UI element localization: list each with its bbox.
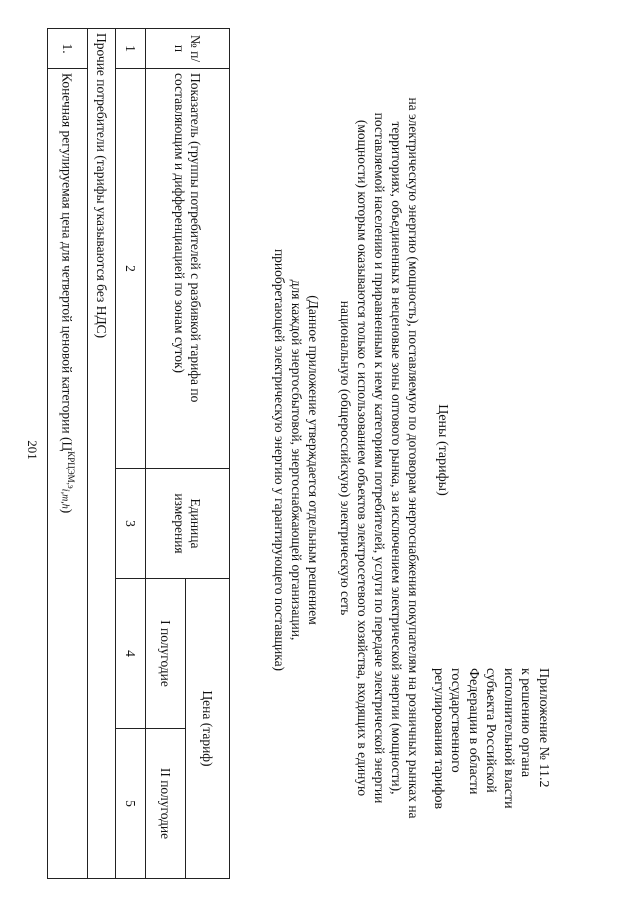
tariff-table	[47, 28, 230, 879]
lead-line: национальную (общероссийскую) электрическую сеть	[338, 300, 353, 616]
table-colnum-row	[116, 29, 146, 879]
colnum-cell: 2	[116, 69, 146, 469]
colnum-cell: 4	[116, 579, 146, 729]
row-text: Конечная регулируемая цена для четвертой ценовой категории (Ц	[59, 73, 75, 452]
section-cell: Прочие потребители (тарифы указываются без НДС)	[88, 29, 116, 879]
row-close: )	[59, 508, 75, 514]
header-half2: II полугодие	[146, 729, 186, 879]
header-half1: I полугодие	[146, 579, 186, 729]
table-section-row	[88, 29, 116, 879]
lead-line: поставляемой населению и приравненным к нему категориям потребителей, услуги по передаче электрической энергии	[372, 112, 387, 804]
note-line: приобретающей электрическую энергию у гарантирующего поставщика)	[272, 248, 287, 672]
colnum-cell: 3	[116, 469, 146, 579]
appendix-line: субъекта Российской	[483, 668, 499, 793]
row-sup: КРЦЭМ,э	[65, 451, 76, 489]
document-title: Цены (тарифы)	[435, 404, 450, 496]
colnum-cell: 5	[116, 729, 146, 879]
document-lead	[337, 40, 422, 876]
appendix-line: регулирования тарифов	[431, 668, 446, 810]
note-line: (Данное приложение утверждается отдельным решением	[306, 295, 321, 625]
header-price: Цена (тариф)	[186, 579, 230, 879]
page-number: 201	[25, 440, 40, 460]
tariff-table-wrap	[47, 28, 230, 879]
table-header-row	[186, 29, 230, 879]
row-text-cell	[48, 69, 88, 879]
header-unit: Единица измерения	[146, 469, 230, 579]
lead-line: (мощности) которым оказываются только с использованием объектов электросетевого хозяйства, входящих в единую	[355, 119, 370, 797]
lead-line: на электрическую энергию (мощность), поставляемую по договорам энергоснабжения покупателям на розничных рынках на	[406, 97, 421, 819]
document-note	[271, 60, 322, 860]
colnum-cell: 1	[116, 29, 146, 69]
appendix-line: Федерации в области	[466, 668, 481, 795]
row-num-cell: 1.	[48, 29, 88, 69]
appendix-line: к решению органа	[518, 668, 534, 778]
row-sub: i,m,h	[59, 488, 71, 509]
appendix-line: исполнительной власти	[501, 668, 516, 809]
header-indicator: Показатель (группы потребителей с разбивкой тарифа по составляющим и дифференциацией по зонам суток)	[146, 69, 230, 469]
appendix-line: Приложение № 11.2	[536, 668, 551, 788]
appendix-line: государственного	[448, 668, 464, 773]
lead-line: территориях, объединенных в неценовые зоны оптового рынка, за исключением электрической энергии (мощности),	[389, 121, 404, 795]
note-line: для каждой энергосбытовой, энергоснабжающей организации,	[289, 279, 304, 641]
header-num: № п/п	[146, 29, 230, 69]
table-row	[48, 29, 88, 879]
